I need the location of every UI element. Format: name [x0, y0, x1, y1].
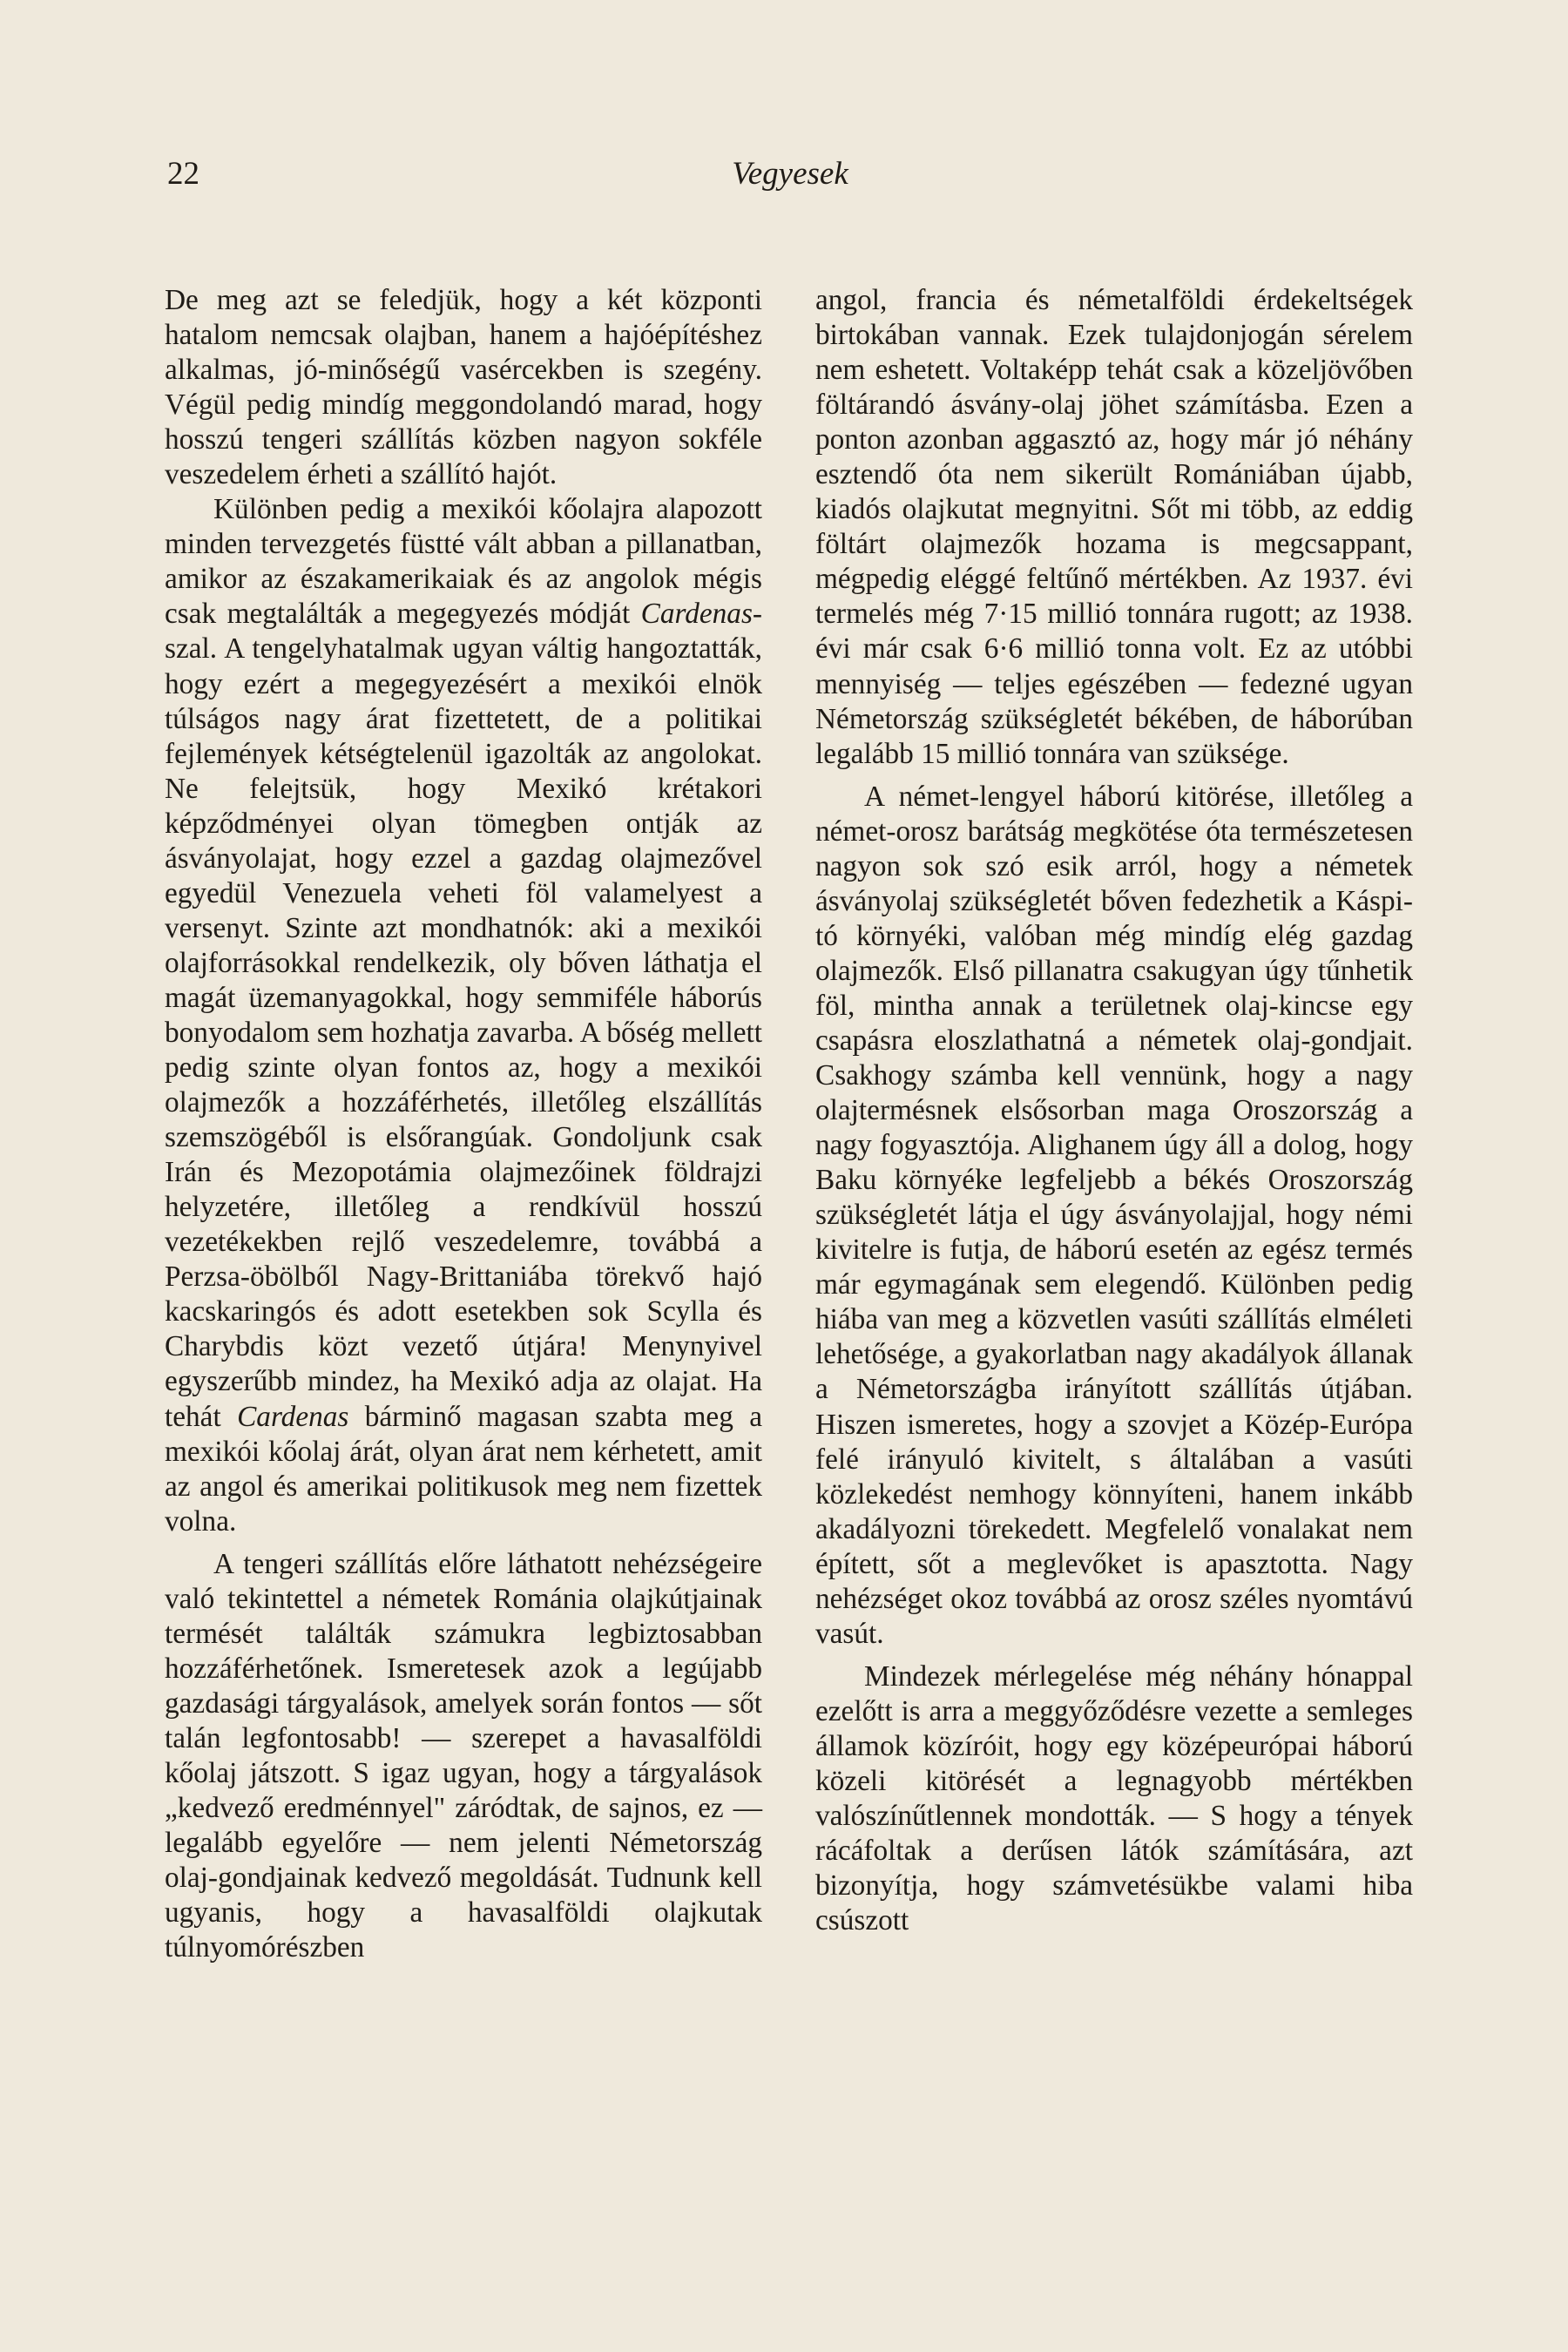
text-run: -szal. A tengelyhatalmak ugyan váltig hangoztatták, hogy ezért a megegyezésért a mexikói elnök túlságos nagy árat fizettetett, de a politikai fejlemények kétségtelenül igazolták az angolokat. Ne felejtsük, hogy Mexikó krétakori képződményei olyan tömegben ontják az ásványolajat, hogy ezzel a gazdag olajmezővel egyedül Venezuela veheti föl valamelyest a versenyt. Szinte azt mondhatnók: aki a mexikói olajforrásokkal rendelkezik, oly bőven láthatja el magát üzemanyagokkal, hogy semmiféle háborús bonyodalom sem hozhatja zavarba. A bőség mellett pedig szinte olyan fontos az, hogy a mexikói olajmezők a hozzáférhetés, illetőleg elszállítás szemszögéből is elsőrangúak. Gondoljunk csak Irán és Mezopotámia olajmezőinek földrajzi helyzetére, illetőleg a rendkívül hosszú vezetékekben rejlő veszedelemre, továbbá a Perzsa-öbölből Nagy-Brittaniába törekvő hajó kacskaringós és adott esetekben sok Scylla és Charybdis közt vezető útjára! Menynyivel egyszerűbb mindez, ha Mexikó adja az olajat. Ha tehát: [165, 598, 762, 1433]
paragraph: A német-lengyel háború kitörése, illetőleg a német-orosz barátság megkötése óta természetesen nagyon sok szó esik arról, hogy a németek ásványolaj szükségletét bőven fedezhetik a Káspi-tó környéki, valóban még mindíg elég gazdag olajmezők. Első pillanatra csakugyan úgy tűnhetik föl, mintha annak a területnek olaj-kincse egy csapásra eloszlathatná a németek olaj-gondjait. Csakhogy számba kell vennünk, hogy a nagy olajtermésnek elsősorban maga Oroszország a nagy fogyasztója. Alighanem úgy áll a dolog, hogy Baku környéke legfeljebb a békés Oroszország szükségletét látja el úgy ásványolajjal, hogy némi kivitelre is futja, de háború esetén az egész termés már egymagának sem elegendő. Különben pedig hiába van meg a közvetlen vasúti szállítás elméleti lehetősége, a gyakorlatban nagy akadályok állanak a Németországba irányított szállítás útjában. Hiszen ismeretes, hogy a szovjet a Közép-Európa felé irányuló kivitelt, s általában a vasúti közlekedést nemhogy könnyíteni, hanem inkább akadályozni törekedett. Megfelelő vonalakat nem épített, sőt a meglevőket is apasztotta. Nagy nehézséget okoz továbbá az orosz széles nyomtávú vasút.: [815, 780, 1413, 1650]
right-column: [815, 283, 1413, 1938]
person-name: Cardenas: [237, 1400, 349, 1433]
paragraph: Mindezek mérlegelése még néhány hónappal ezelőtt is arra a meggyőződésre vezette a semleges államok közíróit, hogy egy középeurópai háború közeli kitörését a legnagyobb mértékben valószínűtlennek mondották. — S hogy a tények rácáfoltak a derűsen látók számítására, azt bizonyítja, hogy számvetésükbe valami hiba csúszott: [815, 1659, 1413, 1937]
text-run: bárminő magasan szabta meg a mexikói kőolaj árát, olyan árat nem kérhetett, amit az angol és amerikai politikusok meg nem fizettek volna.: [165, 1400, 762, 1538]
paragraph: [165, 492, 762, 1538]
text-run: Különben pedig a mexikói kőolajra alapozott minden tervezgetés füstté vált abban a pillanatban, amikor az északamerikaiak és az angolok mégis csak megtalálták a megegyezés módját: [165, 493, 762, 631]
running-title: Vegyesek: [732, 156, 848, 192]
person-name: Cardenas: [640, 598, 753, 631]
left-column: [165, 283, 762, 1965]
page-number: 22: [167, 156, 199, 192]
paragraph: angol, francia és németalföldi érdekeltségek birtokában vannak. Ezek tulajdonjogán sérelem nem eshetett. Voltaképp tehát csak a közeljövőben föltárandó ásvány-olaj jöhet számításba. Ezen a ponton azonban aggasztó az, hogy már jó néhány esztendő óta nem sikerült Romániában újabb, kiadós olajkutat megnyitni. Sőt mi több, az eddig föltárt olajmezők hozama is megcsappant, mégpedig eléggé feltűnő mértékben. Az 1937. évi termelés még 7·15 millió tonnára rugott; az 1938. évi már csak 6·6 millió tonna volt. Ez az utóbbi mennyiség — teljes egészében — fedezné ugyan Németország szükségletét békében, de háborúban legalább 15 millió tonnára van szüksége.: [815, 284, 1413, 770]
paragraph: De meg azt se feledjük, hogy a két központi hatalom nemcsak olajban, hanem a hajóépítéshez alkalmas, jó-minőségű vasércekben is szegény. Végül pedig mindíg meggondolandó marad, hogy hosszú tengeri szállítás közben nagyon sokféle veszedelem érheti a szállító hajót.: [165, 284, 762, 491]
paragraph: A tengeri szállítás előre láthatott nehézségeire való tekintettel a németek Románia olajkútjainak termését találták számukra legbiztosabban hozzáférhetőnek. Ismeretesek azok a legújabb gazdasági tárgyalások, amelyek során fontos — sőt talán legfontosabb! — szerepet a havasalföldi kőolaj játszott. S igaz ugyan, hogy a tárgyalások „kedvező eredménnyel" záródtak, de sajnos, ez — legalább egyelőre — nem jelenti Németország olaj-gondjainak kedvező megoldását. Tudnunk kell ugyanis, hogy a havasalföldi olajkutak túlnyomórészben: [165, 1547, 762, 1964]
page-header: [167, 155, 1413, 207]
